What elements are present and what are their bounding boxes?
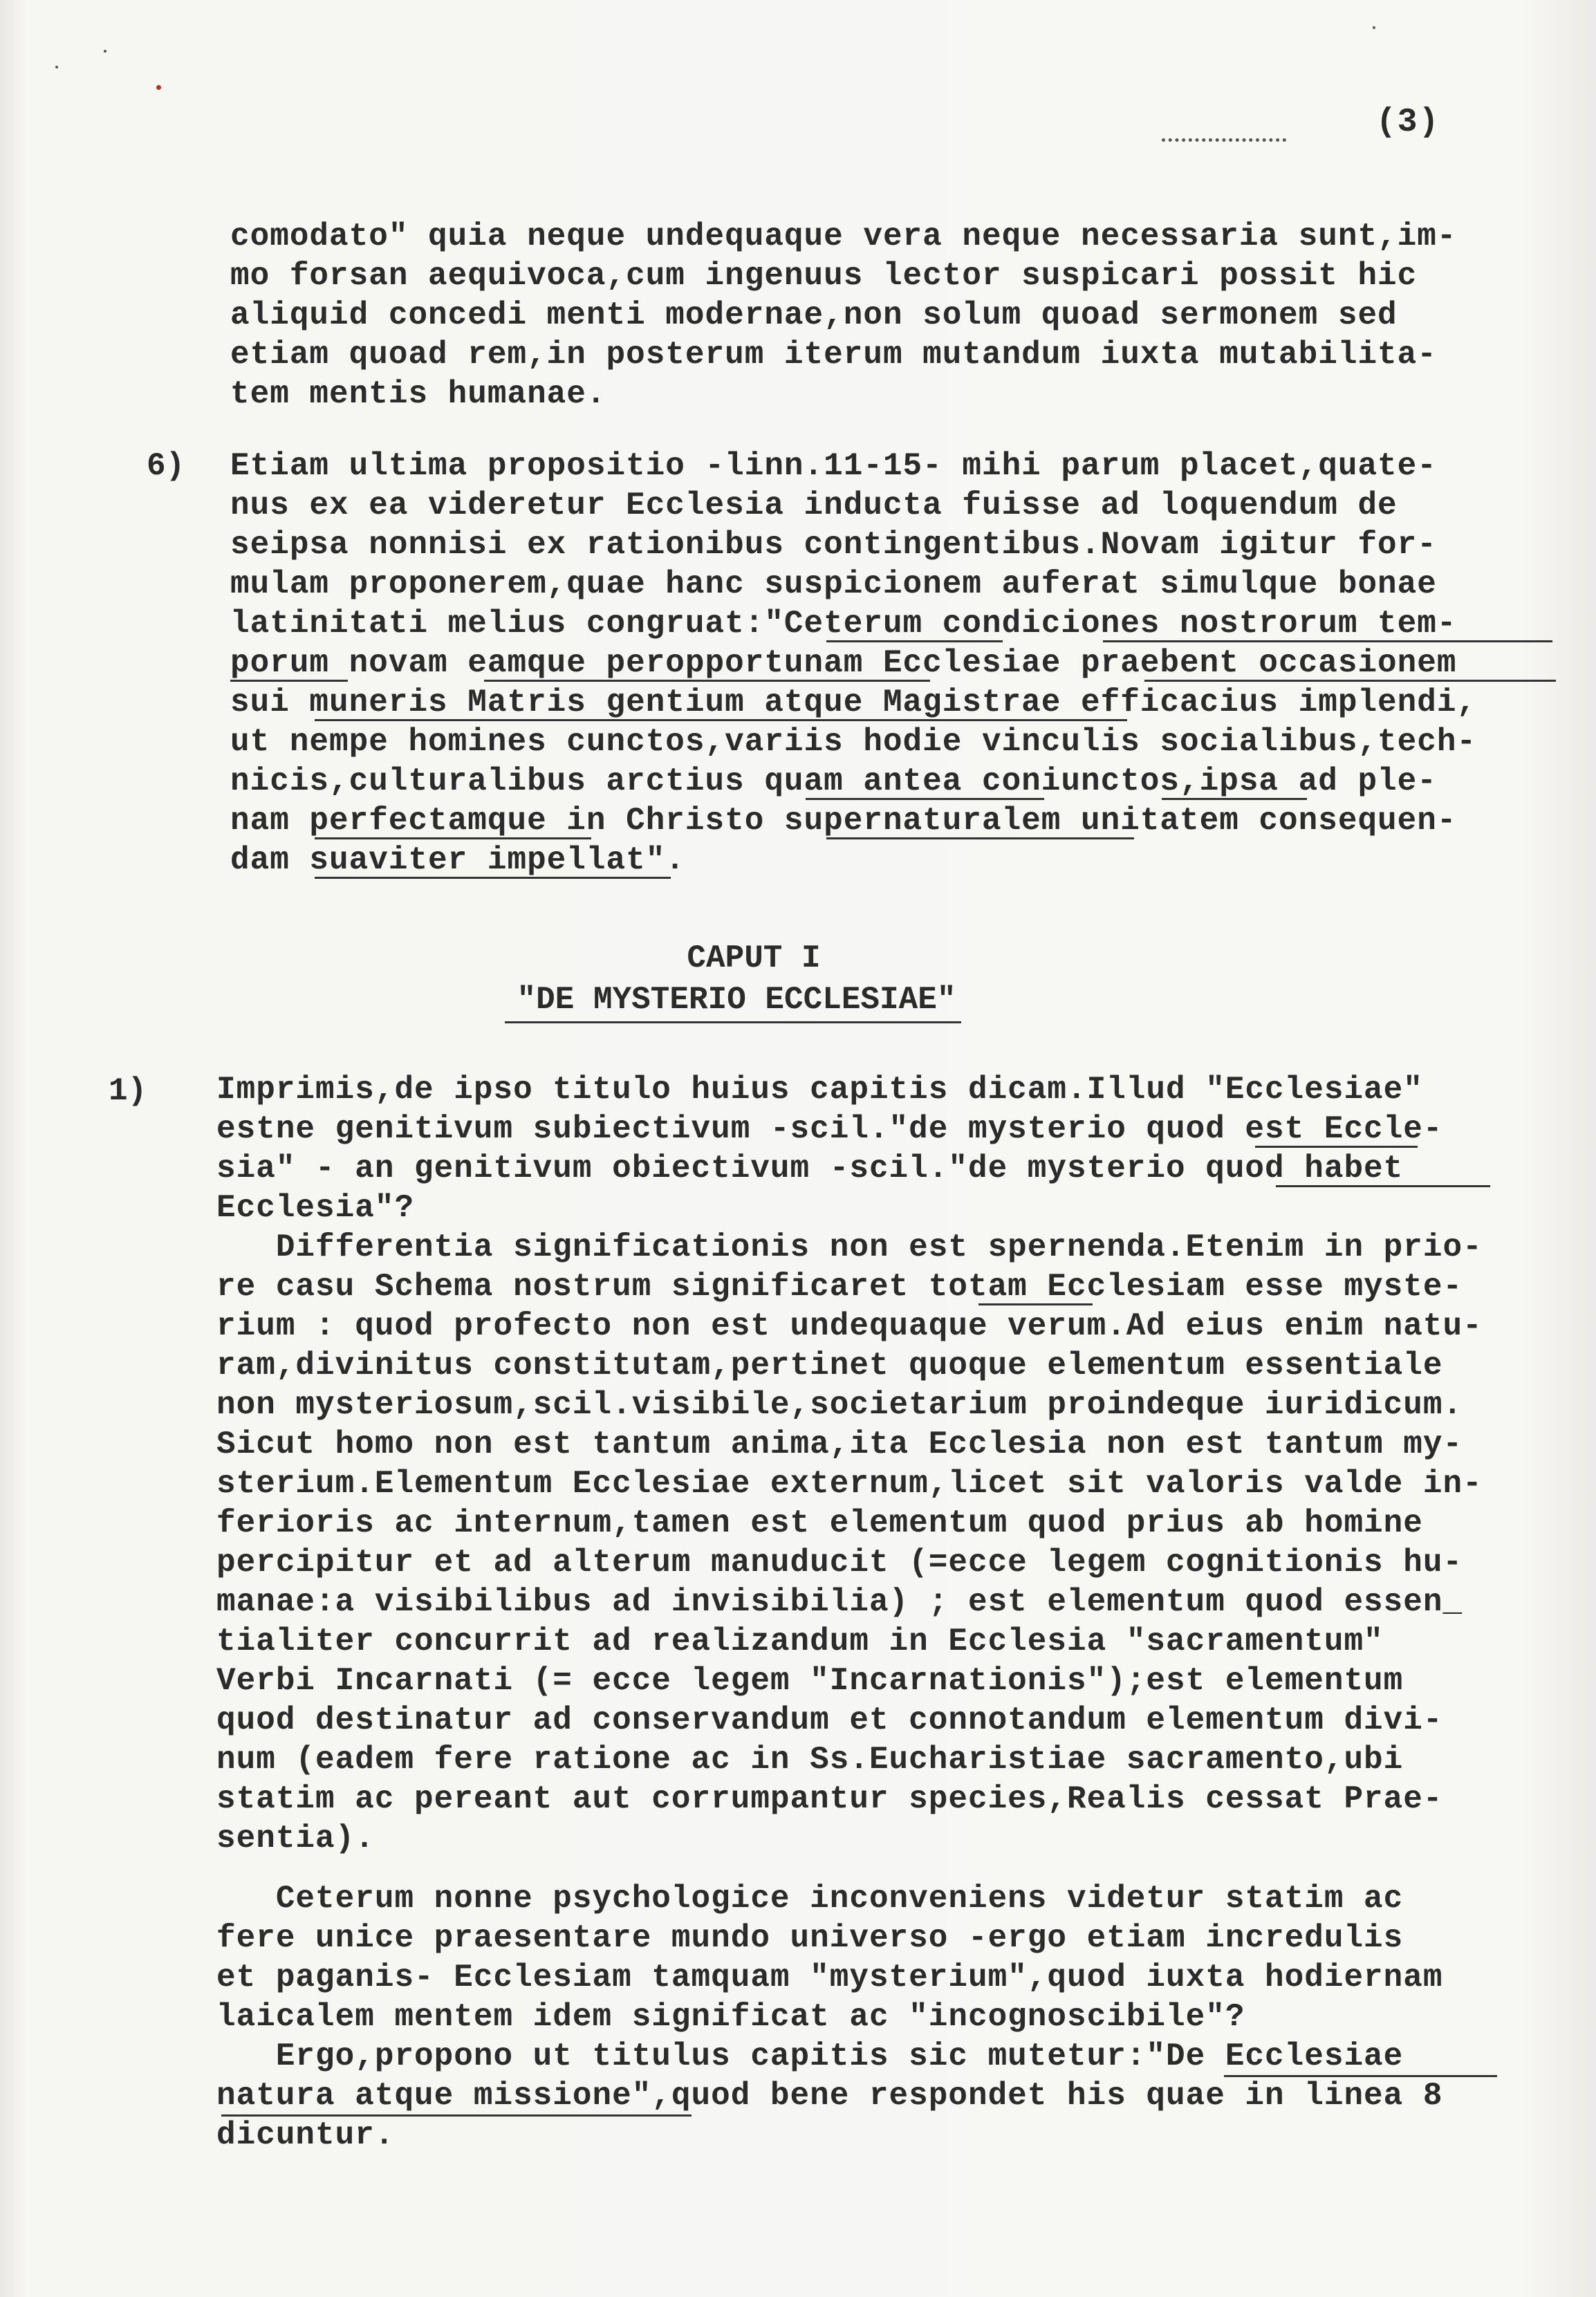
text-line: ram,divinitus constitutam,pertinet quoque elementum essentiale [216, 1348, 1443, 1384]
dotted-mark [1162, 138, 1286, 146]
text-line: rium : quod profecto non est undequaque verum.Ad eius enim natu- [216, 1308, 1483, 1344]
text-line: num (eadem fere ratione ac in Ss.Eucharistiae sacramento,ubi [216, 1742, 1404, 1778]
text-line: mulam proponerem,quae hanc suspicionem auferat simulque bonae [230, 566, 1437, 602]
text-line: aliquid concedi menti modernae,non solum quoad sermonem sed [230, 297, 1398, 333]
text-line: statim ac pereant aut corrumpantur species,Realis cessat Prae- [216, 1781, 1443, 1817]
text-line: et paganis- Ecclesiam tamquam "mysterium",quod iuxta hodiernam [216, 1960, 1443, 1996]
text-line: Ergo,propono ut titulus capitis sic mutetur:"De Ecclesiae [216, 2038, 1404, 2074]
text-line: Verbi Incarnati (= ecce legem "Incarnationis");est elementum [216, 1663, 1404, 1699]
text-line: etiam quoad rem,in posterum iterum mutandum iuxta mutabilita- [230, 337, 1437, 373]
text-line: Imprimis,de ipso titulo huius capitis dicam.Illud "Ecclesiae" [216, 1072, 1423, 1108]
underline [505, 1021, 961, 1023]
underline [1162, 798, 1307, 800]
underline [315, 877, 671, 879]
text-line: Ecclesia"? [216, 1190, 415, 1226]
text-line: ferioris ac internum,tamen est elementum quod prius ab homine [216, 1505, 1423, 1541]
text-line: sia" - an genitivum obiectivum -scil."de mysterio quod habet [216, 1151, 1404, 1187]
text-line: quod destinatur ad conservandum et connotandum elementum divi- [216, 1702, 1443, 1738]
text-line: tialiter concurrit ad realizandum in Ecclesia "sacramentum" [216, 1624, 1384, 1659]
text-line: Differentia significationis non est spernenda.Etenim in prio- [216, 1229, 1483, 1265]
underline [230, 680, 348, 682]
text-line: re casu Schema nostrum significaret totam Ecclesiam esse myste- [216, 1269, 1463, 1305]
underline [1276, 1185, 1490, 1187]
ink-speck [156, 85, 161, 90]
underline [826, 837, 1134, 839]
chapter-heading: CAPUT I [687, 940, 821, 976]
paper-spot [1373, 26, 1375, 29]
text-line: Ceterum nonne psychologice inconveniens videtur statim ac [216, 1881, 1404, 1917]
text-line: comodato" quia neque undequaque vera neque necessaria sunt,im- [230, 218, 1457, 254]
text-line: dam suaviter impellat". [230, 842, 685, 878]
item-number: 1) [109, 1073, 147, 1109]
underline [221, 2114, 692, 2117]
text-line: sui muneris Matris gentium atque Magistrae efficacius implendi, [230, 685, 1477, 720]
text-line: porum novam eamque peropportunam Ecclesiae praebent occasionem [230, 645, 1457, 681]
text-line: seipsa nonnisi ex rationibus contingentibus.Novam igitur for- [230, 527, 1437, 563]
text-line: fere unice praesentare mundo universo -ergo etiam incredulis [216, 1920, 1404, 1956]
underline [1255, 1146, 1418, 1148]
paper-spot [104, 50, 106, 53]
underline [315, 837, 591, 839]
page-number: (3) [1376, 104, 1440, 141]
text-line: estne genitivum subiectivum -scil."de mysterio quod est Eccle- [216, 1111, 1443, 1147]
text-line: percipitur et ad alterum manuducit (=ecce legem cognitionis hu- [216, 1545, 1463, 1581]
text-line: nus ex ea videretur Ecclesia inducta fuisse ad loquendum de [230, 487, 1398, 523]
item-number: 6) [147, 448, 185, 484]
text-line: tem mentis humanae. [230, 376, 606, 412]
text-line: mo forsan aequivoca,cum ingenuus lector suspicari possit hic [230, 258, 1418, 294]
text-line: sentia). [216, 1821, 375, 1857]
text-line: latinitati melius congruat:"Ceterum condiciones nostrorum tem- [230, 606, 1457, 642]
text-line: laicalem mentem idem significat ac "incognoscibile"? [216, 1999, 1245, 2035]
paper-spot [55, 66, 58, 68]
text-line: ut nempe homines cunctos,variis hodie vinculis socialibus,tech- [230, 724, 1477, 760]
text-line: sterium.Elementum Ecclesiae externum,licet sit valoris valde in- [216, 1466, 1483, 1502]
text-line: manae:a visibilibus ad invisibilia) ; est elementum quod essen_ [216, 1584, 1463, 1620]
underline [826, 640, 1003, 642]
text-line: dicuntur. [216, 2117, 395, 2153]
underline [978, 1303, 1093, 1305]
text-line: nam perfectamque in Christo supernaturalem unitatem consequen- [230, 803, 1457, 839]
text-line: non mysteriosum,scil.visibile,societarium proindeque iuridicum. [216, 1387, 1463, 1423]
chapter-title: "DE MYSTERIO ECCLESIAE" [517, 982, 956, 1018]
underline [484, 680, 930, 682]
underline [806, 798, 1044, 800]
underline [1224, 2075, 1497, 2077]
text-line: natura atque missione",quod bene respondet his quae in linea 8 [216, 2078, 1443, 2114]
text-line: Etiam ultima propositio -linn.11-15- mihi parum placet,quate- [230, 448, 1437, 484]
text-line: nicis,culturalibus arctius quam antea coniunctos,ipsa ad ple- [230, 763, 1437, 799]
underline [315, 719, 1127, 721]
underline [1144, 680, 1556, 682]
text-line: Sicut homo non est tantum anima,ita Ecclesia non est tantum my- [216, 1426, 1463, 1462]
underline [1103, 640, 1552, 642]
